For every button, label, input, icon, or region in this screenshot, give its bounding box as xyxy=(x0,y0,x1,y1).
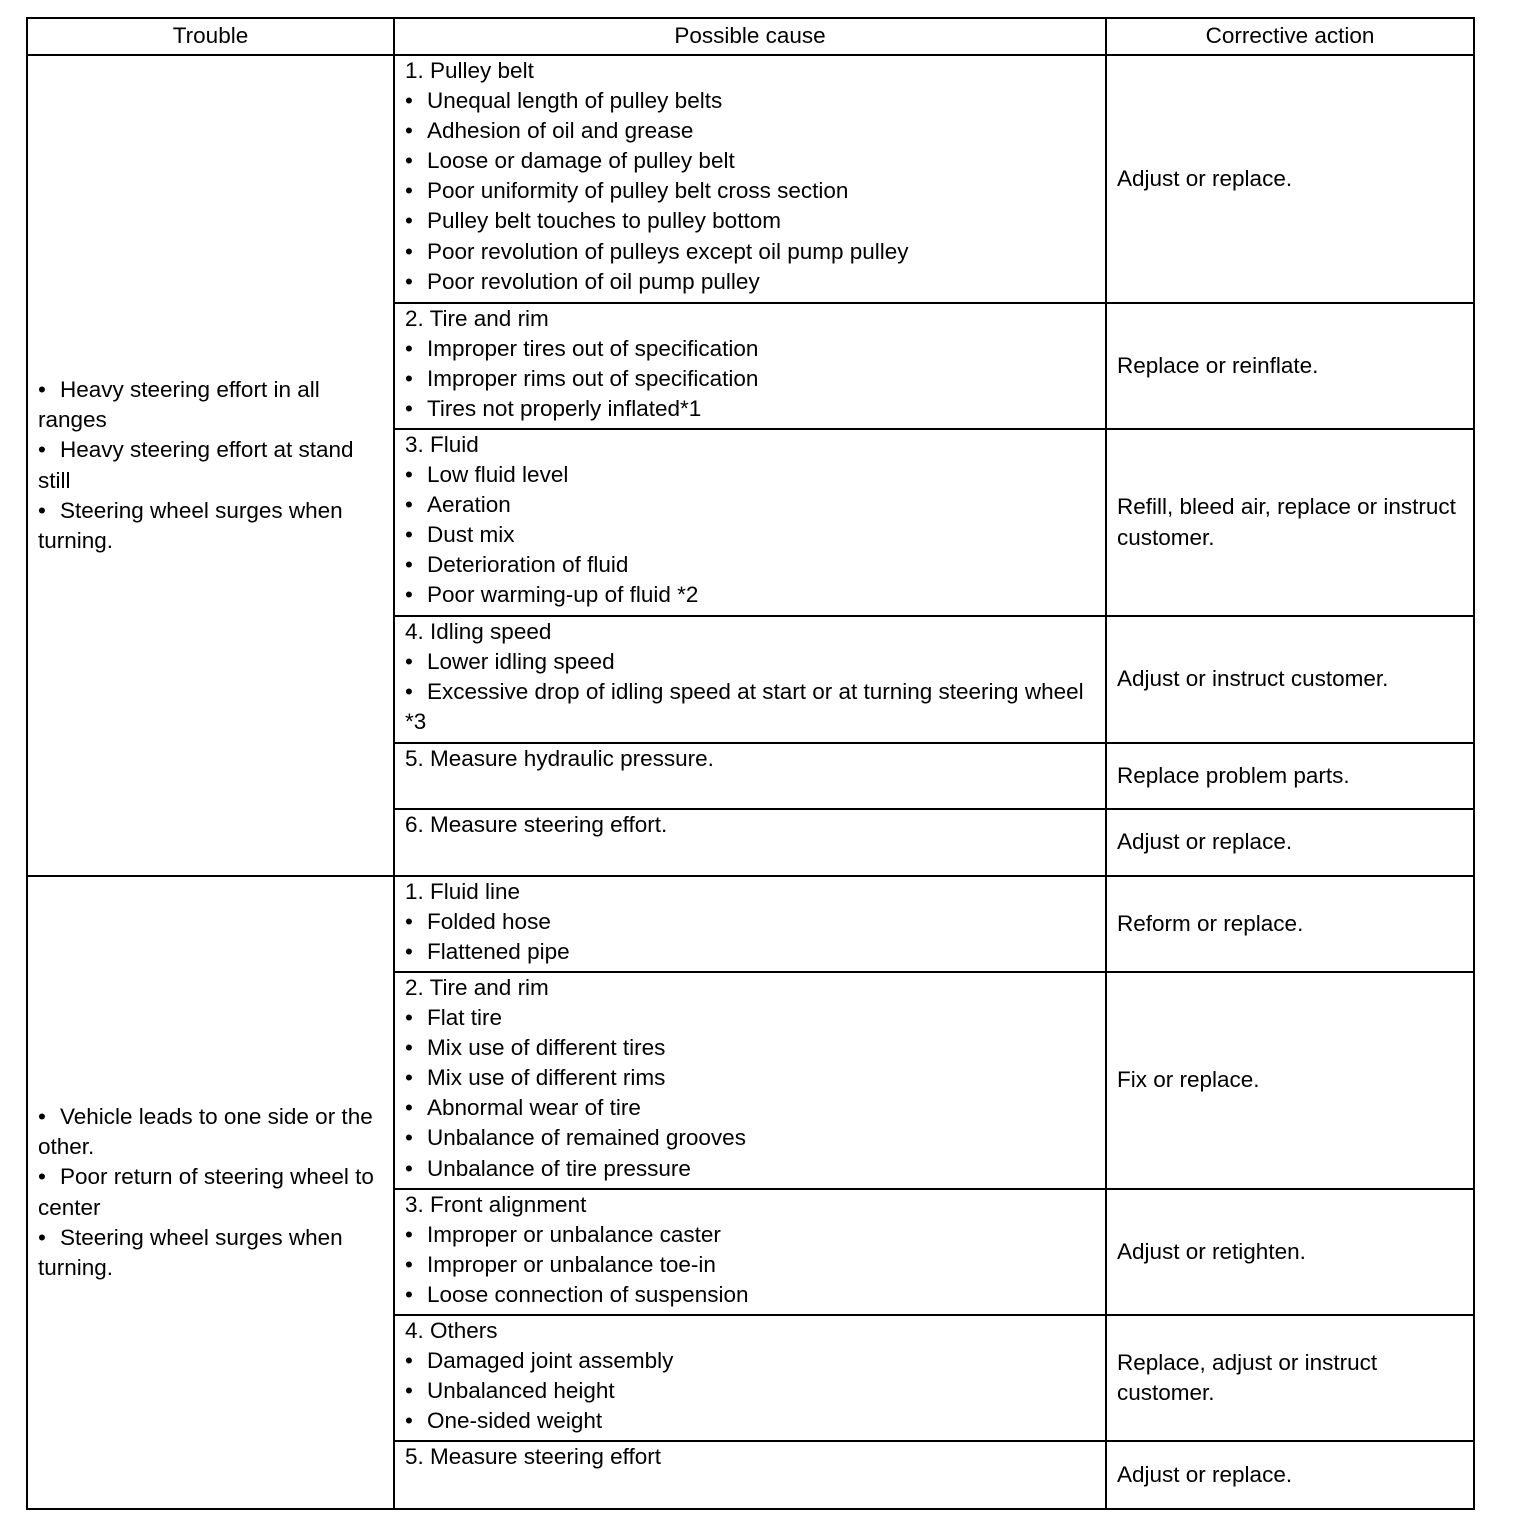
cause-item-text: Loose connection of suspension xyxy=(427,1282,749,1308)
cause-item xyxy=(405,490,1095,520)
trouble-item-text: Heavy steering effort at stand still xyxy=(38,437,354,493)
possible-cause-cell xyxy=(394,429,1106,616)
cause-item-text: Improper rims out of specification xyxy=(427,366,759,392)
bullet-icon: • xyxy=(38,377,46,403)
table-body xyxy=(27,55,1474,1509)
cause-item-text: Poor uniformity of pulley belt cross section xyxy=(427,178,849,204)
bullet-icon: • xyxy=(405,1282,413,1308)
troubleshooting-table xyxy=(26,17,1475,1510)
cause-item xyxy=(405,1406,1095,1436)
bullet-icon: • xyxy=(405,148,413,174)
corrective-action-cell: Replace problem parts. xyxy=(1106,743,1474,809)
cause-item xyxy=(405,1093,1095,1123)
bullet-icon: • xyxy=(38,497,46,523)
cause-item xyxy=(405,1123,1095,1153)
cause-item-text: Lower idling speed xyxy=(427,649,615,675)
cause-item xyxy=(405,1250,1095,1280)
bullet-icon: • xyxy=(405,679,413,705)
cause-item-text: Unbalanced height xyxy=(427,1378,615,1404)
bullet-icon: • xyxy=(405,522,413,548)
cause-item xyxy=(405,580,1095,610)
cause-item-text: Loose or damage of pulley belt xyxy=(427,148,735,174)
bullet-icon: • xyxy=(405,1155,413,1181)
bullet-icon: • xyxy=(405,1252,413,1278)
cause-item xyxy=(405,460,1095,490)
possible-cause-cell xyxy=(394,1441,1106,1509)
cause-title: 5. Measure hydraulic pressure. xyxy=(405,746,714,771)
cause-item xyxy=(405,86,1095,116)
cause-item-text: Deterioration of fluid xyxy=(427,552,629,578)
cause-item-text: Unequal length of pulley belts xyxy=(427,88,723,114)
bullet-icon: • xyxy=(405,268,413,294)
cause-item-text: Mix use of different tires xyxy=(427,1035,666,1061)
bullet-icon: • xyxy=(405,1095,413,1121)
cause-item xyxy=(405,176,1095,206)
cause-item xyxy=(405,394,1095,424)
trouble-item-text: Vehicle leads to one side or the other. xyxy=(38,1104,373,1160)
bullet-icon: • xyxy=(38,1224,46,1250)
bullet-icon: • xyxy=(405,909,413,935)
bullet-icon: • xyxy=(405,582,413,608)
cause-item xyxy=(405,1003,1095,1033)
header-corrective-action: Corrective action xyxy=(1106,18,1474,55)
cause-title: 5. Measure steering effort xyxy=(405,1444,661,1469)
cause-title: 3. Fluid xyxy=(405,432,479,457)
cause-item-text: Excessive drop of idling speed at start or at turning steering wheel *3 xyxy=(405,679,1084,735)
cause-item xyxy=(405,206,1095,236)
corrective-action-cell: Adjust or replace. xyxy=(1106,1441,1474,1509)
bullet-icon: • xyxy=(38,1104,46,1130)
trouble-item-text: Heavy steering effort in all ranges xyxy=(38,377,320,433)
cause-item xyxy=(405,647,1095,677)
cause-item xyxy=(405,937,1095,967)
cause-item xyxy=(405,520,1095,550)
table-row xyxy=(27,55,1474,303)
cause-item xyxy=(405,334,1095,364)
cause-item xyxy=(405,1063,1095,1093)
corrective-action-cell: Adjust or retighten. xyxy=(1106,1189,1474,1315)
bullet-icon: • xyxy=(405,1005,413,1031)
cause-item-text: Improper or unbalance toe-in xyxy=(427,1252,716,1278)
cause-item xyxy=(405,116,1095,146)
cause-item-text: Poor revolution of oil pump pulley xyxy=(427,268,760,294)
possible-cause-cell xyxy=(394,55,1106,303)
cause-item-text: Improper or unbalance caster xyxy=(427,1222,721,1248)
cause-item xyxy=(405,1376,1095,1406)
cause-title: 2. Tire and rim xyxy=(405,975,549,1000)
cause-item xyxy=(405,1220,1095,1250)
cause-item-text: Pulley belt touches to pulley bottom xyxy=(427,208,781,234)
bullet-icon: • xyxy=(38,1164,46,1190)
bullet-icon: • xyxy=(405,88,413,114)
cause-title: 4. Idling speed xyxy=(405,619,552,644)
corrective-action-cell: Adjust or replace. xyxy=(1106,55,1474,303)
corrective-action-cell: Adjust or replace. xyxy=(1106,809,1474,876)
trouble-item-text: Steering wheel surges when turning. xyxy=(38,497,343,553)
bullet-icon: • xyxy=(405,238,413,264)
cause-item-text: Improper tires out of specification xyxy=(427,336,759,362)
cause-item xyxy=(405,1154,1095,1184)
table-row xyxy=(27,876,1474,972)
cause-item-text: Poor warming-up of fluid *2 xyxy=(427,582,699,608)
cause-item-text: Unbalance of tire pressure xyxy=(427,1155,691,1181)
trouble-item-text: Steering wheel surges when turning. xyxy=(38,1224,343,1280)
cause-item-text: Low fluid level xyxy=(427,462,569,488)
cause-item xyxy=(405,1346,1095,1376)
bullet-icon: • xyxy=(405,366,413,392)
bullet-icon: • xyxy=(405,336,413,362)
cause-item-text: Flattened pipe xyxy=(427,939,570,965)
cause-item xyxy=(405,146,1095,176)
possible-cause-cell xyxy=(394,616,1106,743)
bullet-icon: • xyxy=(405,178,413,204)
bullet-icon: • xyxy=(405,1222,413,1248)
bullet-icon: • xyxy=(405,396,413,422)
cause-item-text: Unbalance of remained grooves xyxy=(427,1125,746,1151)
cause-item xyxy=(405,267,1095,297)
cause-item-text: Folded hose xyxy=(427,909,551,935)
cause-item xyxy=(405,1033,1095,1063)
cause-item-text: Mix use of different rims xyxy=(427,1065,666,1091)
corrective-action-cell: Reform or replace. xyxy=(1106,876,1474,972)
cause-item xyxy=(405,907,1095,937)
cause-item xyxy=(405,550,1095,580)
trouble-cell xyxy=(27,876,394,1509)
possible-cause-cell xyxy=(394,743,1106,809)
cause-title: 2. Tire and rim xyxy=(405,306,549,331)
header-trouble: Trouble xyxy=(27,18,394,55)
cause-title: 6. Measure steering effort. xyxy=(405,812,668,837)
cause-item xyxy=(405,677,1095,737)
header-row xyxy=(27,18,1474,55)
trouble-item xyxy=(38,435,383,495)
corrective-action-cell: Refill, bleed air, replace or instruct customer. xyxy=(1106,429,1474,616)
bullet-icon: • xyxy=(405,462,413,488)
bullet-icon: • xyxy=(405,118,413,144)
bullet-icon: • xyxy=(405,208,413,234)
cause-title: 1. Pulley belt xyxy=(405,58,534,83)
bullet-icon: • xyxy=(38,437,46,463)
cause-item-text: Damaged joint assembly xyxy=(427,1348,674,1374)
cause-item xyxy=(405,364,1095,394)
cause-item-text: Tires not properly inflated*1 xyxy=(427,396,702,422)
cause-item-text: Abnormal wear of tire xyxy=(427,1095,641,1121)
cause-item xyxy=(405,237,1095,267)
bullet-icon: • xyxy=(405,1348,413,1374)
bullet-icon: • xyxy=(405,1125,413,1151)
cause-title: 3. Front alignment xyxy=(405,1192,587,1217)
cause-item-text: Dust mix xyxy=(427,522,515,548)
bullet-icon: • xyxy=(405,1035,413,1061)
bullet-icon: • xyxy=(405,1065,413,1091)
trouble-item xyxy=(38,1162,383,1222)
header-possible-cause: Possible cause xyxy=(394,18,1106,55)
corrective-action-cell: Fix or replace. xyxy=(1106,972,1474,1189)
cause-title: 1. Fluid line xyxy=(405,879,521,904)
trouble-item xyxy=(38,1223,383,1283)
trouble-cell xyxy=(27,55,394,876)
cause-item-text: Flat tire xyxy=(427,1005,503,1031)
possible-cause-cell xyxy=(394,972,1106,1189)
bullet-icon: • xyxy=(405,649,413,675)
cause-item-text: Adhesion of oil and grease xyxy=(427,118,694,144)
cause-item-text: One-sided weight xyxy=(427,1408,603,1434)
possible-cause-cell xyxy=(394,1189,1106,1315)
bullet-icon: • xyxy=(405,1378,413,1404)
bullet-icon: • xyxy=(405,492,413,518)
possible-cause-cell xyxy=(394,303,1106,429)
corrective-action-cell: Adjust or instruct customer. xyxy=(1106,616,1474,743)
trouble-item-text: Poor return of steering wheel to center xyxy=(38,1164,374,1220)
possible-cause-cell xyxy=(394,809,1106,876)
cause-item-text: Aeration xyxy=(427,492,511,518)
corrective-action-cell: Replace or reinflate. xyxy=(1106,303,1474,429)
cause-title: 4. Others xyxy=(405,1318,498,1343)
trouble-item xyxy=(38,375,383,435)
bullet-icon: • xyxy=(405,1408,413,1434)
cause-item-text: Poor revolution of pulleys except oil pump pulley xyxy=(427,238,909,264)
possible-cause-cell xyxy=(394,1315,1106,1441)
corrective-action-cell: Replace, adjust or instruct customer. xyxy=(1106,1315,1474,1441)
trouble-item xyxy=(38,496,383,556)
bullet-icon: • xyxy=(405,552,413,578)
trouble-item xyxy=(38,1102,383,1162)
cause-item xyxy=(405,1280,1095,1310)
bullet-icon: • xyxy=(405,939,413,965)
possible-cause-cell xyxy=(394,876,1106,972)
